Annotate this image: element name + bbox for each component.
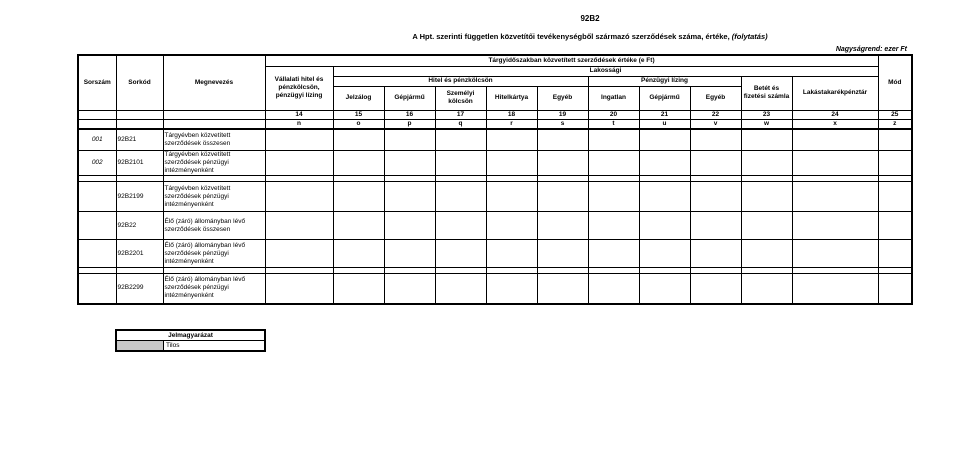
data-cell[interactable]: [639, 182, 690, 212]
col-number: 14: [265, 110, 333, 119]
data-cell[interactable]: [265, 182, 333, 212]
data-cell[interactable]: [435, 151, 486, 176]
col-number: 21: [639, 110, 690, 119]
col-number: 15: [333, 110, 384, 119]
data-cell[interactable]: [690, 182, 741, 212]
data-cell[interactable]: [486, 274, 537, 304]
data-cell[interactable]: [690, 240, 741, 268]
data-cell[interactable]: [537, 182, 588, 212]
col-group-main: Tárgyidőszakban közvetített szerződések értéke (e Ft): [265, 55, 878, 66]
data-cell[interactable]: [741, 274, 792, 304]
col-lizing-group: Pénzügyi lízing: [588, 76, 741, 86]
row-sorkod: 92B21: [116, 129, 163, 151]
col-letter: z: [878, 119, 912, 129]
col-jelzalog: Jelzálog: [333, 86, 384, 110]
row-sorszam: [78, 182, 116, 212]
data-cell[interactable]: [878, 240, 912, 268]
data-cell[interactable]: [265, 212, 333, 240]
table-row: [78, 151, 912, 176]
row-sorkod: 92B2299: [116, 274, 163, 304]
data-cell[interactable]: [435, 182, 486, 212]
row-sorszam: [78, 274, 116, 304]
row-megnevezes: Tárgyévben közvetített szerződések pénzügyi intézményenként: [163, 182, 265, 212]
col-egyeb-lizing: Egyéb: [690, 86, 741, 110]
data-cell[interactable]: [486, 240, 537, 268]
data-cell[interactable]: [537, 129, 588, 151]
data-cell[interactable]: [486, 182, 537, 212]
form-title-text: A Hpt. szerinti független közvetítői tevékenységből származó szerződések száma, értéke: [412, 32, 728, 41]
data-cell[interactable]: [435, 129, 486, 151]
data-cell[interactable]: [333, 240, 384, 268]
data-cell[interactable]: [333, 182, 384, 212]
data-cell[interactable]: [878, 274, 912, 304]
data-cell[interactable]: [639, 151, 690, 176]
col-number: 16: [384, 110, 435, 119]
col-letter: w: [741, 119, 792, 129]
data-cell[interactable]: [741, 129, 792, 151]
form-title-suffix: (folytatás): [731, 32, 768, 41]
row-sorszam: [78, 212, 116, 240]
col-szemelyi: Személyi kölcsön: [435, 86, 486, 110]
col-letter: t: [588, 119, 639, 129]
row-sorszam: [78, 240, 116, 268]
data-cell[interactable]: [435, 274, 486, 304]
data-cell[interactable]: [792, 240, 878, 268]
col-letter: p: [384, 119, 435, 129]
data-cell[interactable]: [690, 129, 741, 151]
data-cell[interactable]: [878, 151, 912, 176]
data-cell[interactable]: [878, 182, 912, 212]
data-cell[interactable]: [384, 274, 435, 304]
table-row: [78, 212, 912, 240]
data-cell[interactable]: [588, 212, 639, 240]
data-cell[interactable]: [435, 212, 486, 240]
data-cell[interactable]: [537, 240, 588, 268]
data-cell[interactable]: [486, 151, 537, 176]
data-cell[interactable]: [588, 129, 639, 151]
data-cell[interactable]: [690, 212, 741, 240]
table-row: [78, 240, 912, 268]
data-cell[interactable]: [384, 151, 435, 176]
row-sorkod: 92B2201: [116, 240, 163, 268]
data-cell[interactable]: [486, 212, 537, 240]
row-sorkod: 92B2101: [116, 151, 163, 176]
col-lakastakarek: Lakástakarékpénztár: [792, 76, 878, 110]
col-sorszam: Sorszám: [78, 55, 116, 110]
col-letter: x: [792, 119, 878, 129]
form-code: 92B2: [580, 14, 600, 23]
col-sorkod: Sorkód: [116, 55, 163, 110]
row-megnevezes: Élő (záró) állományban lévő szerződések összesen: [163, 212, 265, 240]
col-mod: Mód: [878, 55, 912, 110]
data-cell[interactable]: [741, 212, 792, 240]
data-cell[interactable]: [384, 212, 435, 240]
row-sorkod: 92B2199: [116, 182, 163, 212]
data-cell[interactable]: [588, 274, 639, 304]
col-number: 22: [690, 110, 741, 119]
table-row: [78, 129, 912, 151]
col-letter: v: [690, 119, 741, 129]
data-cell[interactable]: [537, 151, 588, 176]
col-egyeb-hitel: Egyéb: [537, 86, 588, 110]
row-megnevezes: Tárgyévben közvetített szerződések összesen: [163, 129, 265, 151]
data-cell[interactable]: [384, 240, 435, 268]
col-letter: n: [265, 119, 333, 129]
data-cell[interactable]: [265, 240, 333, 268]
row-megnevezes: Élő (záró) állományban lévő szerződések pénzügyi intézményenként: [163, 274, 265, 304]
col-gepjarmu-hitel: Gépjármű: [384, 86, 435, 110]
data-cell[interactable]: [265, 274, 333, 304]
row-megnevezes: Tárgyévben közvetített szerződések pénzügyi intézményenként: [163, 151, 265, 176]
col-gepjarmu-lizing: Gépjármű: [639, 86, 690, 110]
data-cell[interactable]: [741, 151, 792, 176]
column-letters-row: [78, 119, 912, 129]
col-number: 25: [878, 110, 912, 119]
row-sorszam: 002: [78, 151, 116, 176]
data-cell[interactable]: [792, 151, 878, 176]
column-numbers-row: [78, 110, 912, 119]
col-number: 24: [792, 110, 878, 119]
row-megnevezes: Élő (záró) állományban lévő szerződések pénzügyi intézményenként: [163, 240, 265, 268]
legend-swatch-forbidden: [116, 341, 164, 352]
data-cell[interactable]: [639, 129, 690, 151]
col-number: 19: [537, 110, 588, 119]
legend-table: [115, 329, 266, 352]
data-cell[interactable]: [639, 240, 690, 268]
data-cell[interactable]: [792, 182, 878, 212]
col-ingatlan: Ingatlan: [588, 86, 639, 110]
table-row: [78, 182, 912, 212]
data-cell[interactable]: [639, 212, 690, 240]
col-number: 18: [486, 110, 537, 119]
data-cell[interactable]: [435, 240, 486, 268]
data-cell[interactable]: [878, 212, 912, 240]
data-cell[interactable]: [486, 129, 537, 151]
col-betet: Betét és fizetési számla: [741, 76, 792, 110]
unit-label: Nagyságrend: ezer Ft: [835, 46, 907, 53]
col-lakossagi: Lakossági: [333, 66, 878, 76]
data-cell[interactable]: [537, 274, 588, 304]
col-letter: q: [435, 119, 486, 129]
data-cell[interactable]: [384, 182, 435, 212]
col-number: 20: [588, 110, 639, 119]
col-hitelkartya: Hitelkártya: [486, 86, 537, 110]
data-cell[interactable]: [333, 129, 384, 151]
data-table: [77, 54, 913, 305]
legend-title: Jelmagyarázat: [116, 330, 265, 341]
form-title: A Hpt. szerinti független közvetítői tevékenységből származó szerződések száma, értéke, (folytatás): [412, 32, 768, 41]
data-cell[interactable]: [265, 129, 333, 151]
data-cell[interactable]: [741, 240, 792, 268]
data-cell[interactable]: [265, 151, 333, 176]
col-number: 17: [435, 110, 486, 119]
col-letter: o: [333, 119, 384, 129]
col-number: 23: [741, 110, 792, 119]
data-cell[interactable]: [878, 129, 912, 151]
col-letter: s: [537, 119, 588, 129]
col-letter: r: [486, 119, 537, 129]
data-cell[interactable]: [639, 274, 690, 304]
data-cell[interactable]: [792, 129, 878, 151]
data-cell[interactable]: [588, 182, 639, 212]
data-cell[interactable]: [537, 212, 588, 240]
data-cell[interactable]: [741, 182, 792, 212]
data-cell[interactable]: [690, 151, 741, 176]
data-cell[interactable]: [384, 129, 435, 151]
data-cell[interactable]: [588, 151, 639, 176]
data-cell[interactable]: [792, 212, 878, 240]
col-megnevezes: Megnevezés: [163, 55, 265, 110]
data-cell[interactable]: [333, 212, 384, 240]
data-cell[interactable]: [333, 274, 384, 304]
row-sorszam: 001: [78, 129, 116, 151]
table-row: [78, 274, 912, 304]
data-cell[interactable]: [792, 274, 878, 304]
col-letter: u: [639, 119, 690, 129]
data-cell[interactable]: [690, 274, 741, 304]
col-vallalati: Vállalati hitel és pénzkölcsön, pénzügyi lízing: [265, 66, 333, 110]
col-hitel-group: Hitel és pénzkölcsön: [333, 76, 588, 86]
data-cell[interactable]: [333, 151, 384, 176]
data-cell[interactable]: [588, 240, 639, 268]
legend-item-forbidden: Tilos: [164, 341, 266, 352]
row-sorkod: 92B22: [116, 212, 163, 240]
